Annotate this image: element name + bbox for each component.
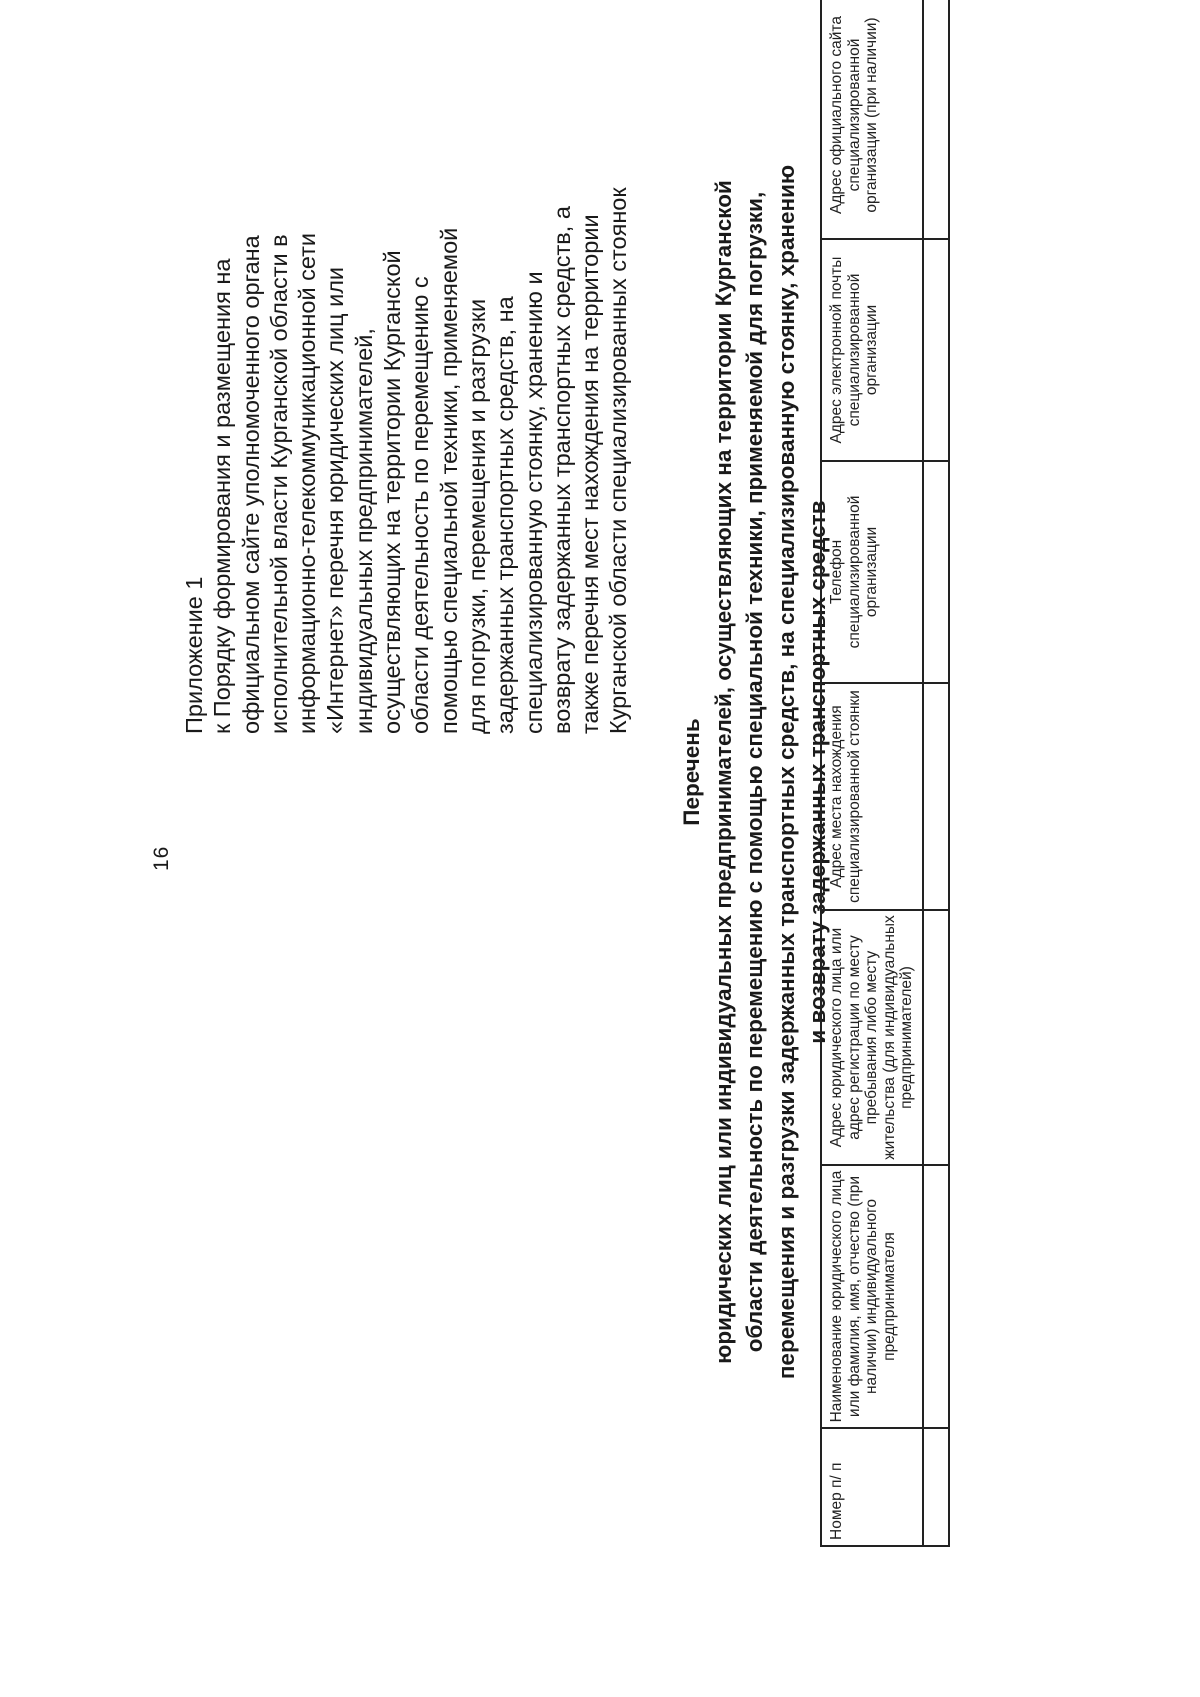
appendix-line: Приложение 1 <box>181 576 207 734</box>
table-row <box>923 0 949 1546</box>
title-line: юридических лиц или индивидуальных предпринимателей, осуществляющих на территории Курганской <box>710 180 736 1364</box>
table-cell <box>923 1165 949 1428</box>
appendix-line: помощью специальной техники, применяемой <box>435 227 462 734</box>
column-header-parking-address: Адрес места нахождения специализированной стоянки <box>821 683 923 910</box>
table-cell <box>923 910 949 1165</box>
appendix-line: к Порядку формирования и размещения на <box>209 258 236 734</box>
appendix-line: Курганской области специализированных стоянок <box>605 187 632 734</box>
appendix-line: области деятельность по перемещению с <box>407 276 434 734</box>
column-header-legal-address: Адрес юридического лица или адрес регистрации по месту пребывания либо месту жительства (для индивидуальных предпринимателей) <box>821 910 923 1165</box>
appendix-line: индивидуальных предпринимателей, <box>350 328 377 734</box>
appendix-note <box>180 14 633 734</box>
title-line: и возврату задержанных транспортных средств <box>805 500 830 1044</box>
registry-table <box>820 0 950 1547</box>
appendix-line: официальном сайте уполномоченного органа <box>237 235 264 734</box>
appendix-line: осуществляющих на территории Курганской <box>379 250 406 734</box>
document-title <box>676 0 834 1592</box>
appendix-line: «Интернет» перечня юридических лиц или <box>322 266 349 734</box>
table-cell <box>923 683 949 910</box>
title-heading: Перечень <box>679 718 704 826</box>
column-header-number: Номер п/ п <box>821 1428 923 1546</box>
column-header-website: Адрес официального сайта специализированной организации (при наличии) <box>821 0 923 239</box>
column-header-email: Адрес электронной почты специализированной организации <box>821 239 923 461</box>
appendix-line: исполнительной власти Курганской области в <box>265 234 292 734</box>
table-cell <box>923 0 949 239</box>
table-cell <box>923 239 949 461</box>
table-header-row <box>821 0 923 1546</box>
title-line: перемещения и разгрузки задержанных транспортных средств, на специализированную стоянку, хранению <box>773 164 799 1380</box>
page-number: 16 <box>150 845 173 871</box>
table-cell <box>923 461 949 683</box>
appendix-line: информационно-телекоммуникационной сети <box>294 232 321 734</box>
appendix-line: также перечня мест нахождения на территории <box>577 214 604 734</box>
appendix-line: задержанных транспортных средств, на <box>492 296 519 734</box>
table-cell <box>923 1428 949 1546</box>
appendix-line: специализированную стоянку, хранению и <box>520 271 547 734</box>
column-header-name: Наименование юридического лица или фамилия, имя, отчество (при наличии) индивидуального предпринимателя <box>821 1165 923 1428</box>
column-header-phone: Телефон специализированной организации <box>821 461 923 683</box>
appendix-line: возврату задержанных транспортных средств, а <box>548 206 575 734</box>
title-line: области деятельность по перемещению с помощью специальной техники, применяемой для погрузки, <box>742 191 767 1353</box>
appendix-line: для погрузки, перемещения и разгрузки <box>463 298 490 734</box>
